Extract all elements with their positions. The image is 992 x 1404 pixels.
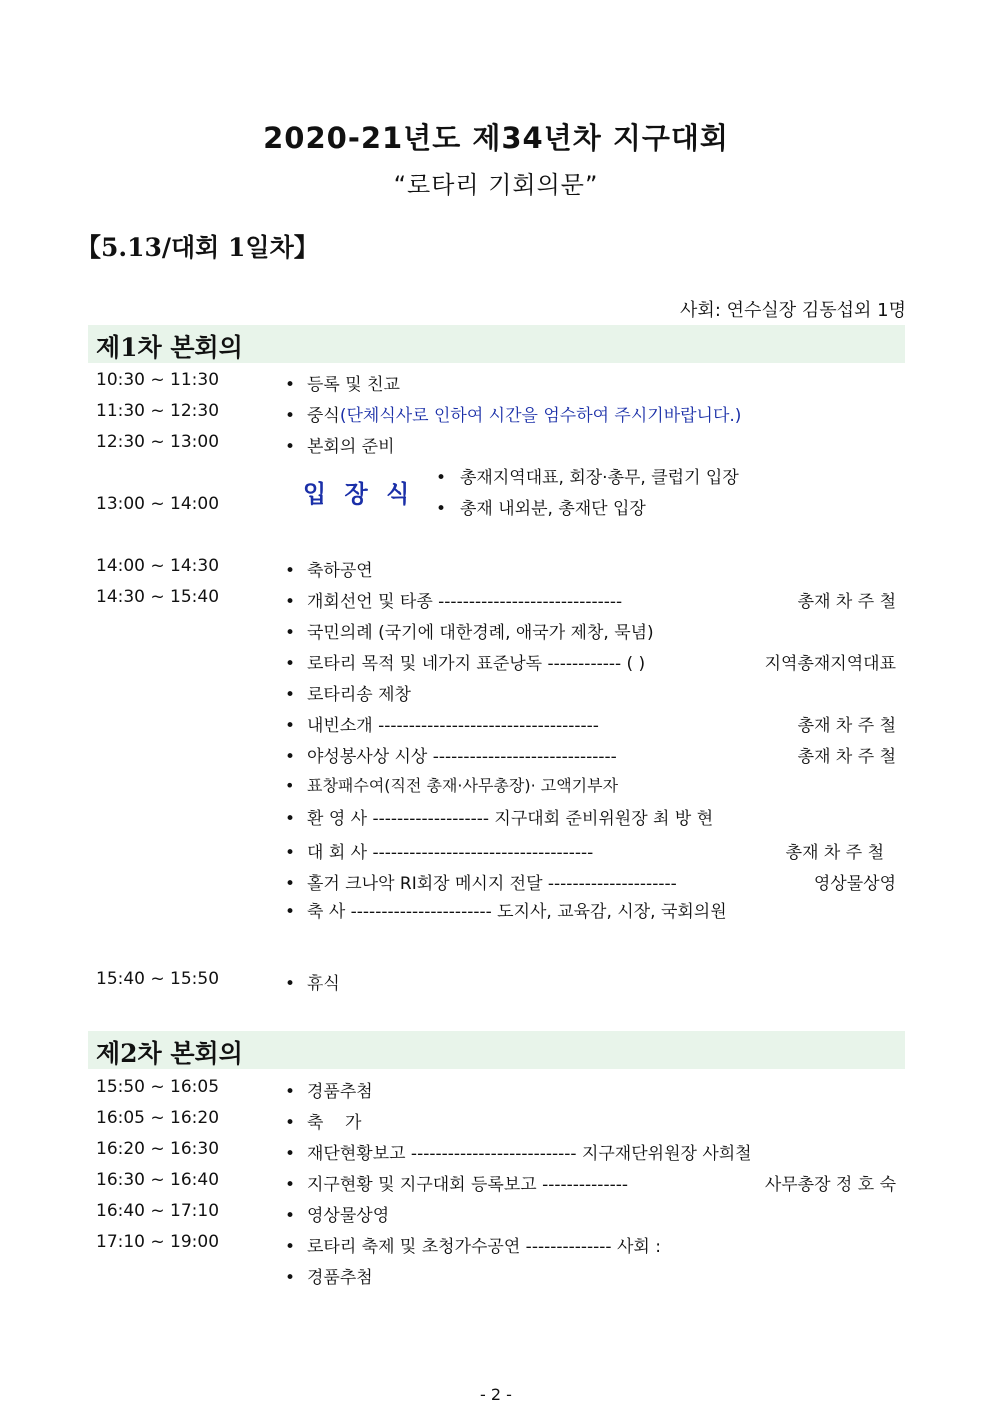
schedule-item: • 영상물상영: [285, 1206, 390, 1226]
bullet-icon: •: [285, 1237, 296, 1257]
row-time: 16:05 ~ 16:20: [96, 1108, 220, 1128]
bullet-icon: •: [285, 1082, 296, 1102]
row-time: 16:40 ~ 17:10: [96, 1201, 220, 1221]
bullet-icon: •: [285, 902, 296, 922]
schedule-item: • 재단현황보고 --------------------------- 지구재단위원장 사희철: [285, 1144, 752, 1164]
bullet-icon: •: [285, 776, 295, 795]
row-time: 12:30 ~ 13:00: [96, 432, 220, 452]
schedule-item: • 환 영 사 ------------------- 지구대회 준비위원장 최 방 현: [285, 809, 714, 829]
row-time: 14:30 ~ 15:40: [96, 587, 220, 607]
bullet-icon: •: [285, 685, 296, 705]
bullet-icon: •: [285, 375, 296, 395]
schedule-item: • 축 사 ----------------------- 도지사, 교육감, 시장, 국회의원: [285, 902, 727, 922]
speaker: 총재 차 주 철: [785, 843, 884, 863]
schedule-item: • 대 회 사 ------------------------------------: [285, 843, 594, 863]
session2-heading: 제2차 본회의: [96, 1039, 243, 1068]
schedule-item: • 홀거 크나악 RI회장 메시지 전달 ---------------------: [285, 874, 677, 894]
bullet-icon: •: [285, 747, 296, 767]
schedule-item: • 로타리 목적 및 네가지 표준낭독 ------------ ( ): [285, 654, 646, 674]
bullet-icon: •: [285, 437, 296, 457]
bullet-icon: •: [285, 843, 296, 863]
row-time: 17:10 ~ 19:00: [96, 1232, 220, 1252]
speaker: 지역총재지역대표: [764, 654, 896, 674]
speaker: 사무총장 정 호 숙: [764, 1175, 896, 1195]
mc-info: 사회: 연수실장 김동섭외 1명: [680, 300, 906, 321]
schedule-item: • 로타리송 제창: [285, 685, 411, 705]
row-time: 15:50 ~ 16:05: [96, 1077, 220, 1097]
schedule-item: • 국민의례 (국기에 대한경례, 애국가 제창, 묵념): [285, 623, 654, 643]
session1-heading-bar: [88, 325, 905, 363]
document-title: 2020-21년도 제34년차 지구대회: [263, 121, 729, 155]
schedule-item: • 내빈소개 ------------------------------------: [285, 716, 599, 736]
bullet-icon: •: [285, 974, 296, 994]
schedule-item: • 본회의 준비: [285, 437, 395, 457]
schedule-item: • 지구현황 및 지구대회 등록보고 --------------: [285, 1175, 628, 1195]
row-time: 14:00 ~ 14:30: [96, 556, 220, 576]
row-time: 15:40 ~ 15:50: [96, 969, 220, 989]
bullet-icon: •: [285, 1268, 296, 1288]
row-time: 16:20 ~ 16:30: [96, 1139, 220, 1159]
speaker: 총재 차 주 철: [797, 716, 896, 736]
schedule-item: • 중식(단체식사로 인하여 시간을 엄수하여 주시기바랍니다.): [285, 406, 742, 426]
session2-heading-bar: [88, 1031, 905, 1069]
speaker: 영상물상영: [813, 874, 896, 894]
bullet-icon: •: [285, 406, 296, 426]
bullet-icon: •: [285, 654, 296, 674]
lunch-note: (단체식사로 인하여 시간을 엄수하여 주시기바랍니다.): [339, 406, 742, 426]
session1-heading: 제1차 본회의: [96, 333, 243, 362]
bullet-icon: •: [285, 592, 296, 612]
speaker: 총재 차 주 철: [797, 592, 896, 612]
entrance-ceremony-label: 입 장 식: [303, 480, 415, 508]
schedule-item: • 로타리 축제 및 초청가수공연 -------------- 사회 :: [285, 1237, 661, 1257]
bullet-icon: •: [285, 1175, 296, 1195]
bullet-icon: •: [436, 499, 447, 519]
bullet-icon: •: [285, 1144, 296, 1164]
schedule-item: • 경품추첨: [285, 1082, 373, 1102]
bullet-icon: •: [285, 1206, 296, 1226]
document-subtitle: “로타리 기회의문”: [393, 171, 599, 199]
bullet-icon: •: [285, 561, 296, 581]
schedule-item: • 휴식: [285, 974, 340, 994]
bullet-icon: •: [285, 623, 296, 643]
schedule-item: • 등록 및 친교: [285, 375, 400, 395]
schedule-item: • 야성봉사상 시상 ------------------------------: [285, 747, 617, 767]
bullet-icon: •: [436, 468, 447, 488]
bullet-icon: •: [285, 809, 296, 829]
row-time: 11:30 ~ 12:30: [96, 401, 220, 421]
schedule-item: • 표창패수여(직전 총재·사무총장)· 고액기부자: [285, 776, 619, 795]
bullet-icon: •: [285, 874, 296, 894]
row-time: 16:30 ~ 16:40: [96, 1170, 220, 1190]
row-time: 13:00 ~ 14:00: [96, 494, 220, 514]
schedule-item: • 경품추첨: [285, 1268, 373, 1288]
row-time: 10:30 ~ 11:30: [96, 370, 220, 390]
bullet-icon: •: [285, 716, 296, 736]
speaker: 총재 차 주 철: [797, 747, 896, 767]
bullet-icon: •: [285, 1113, 296, 1133]
entrance-item: • 총재지역대표, 회장·총무, 클럽기 입장: [436, 468, 739, 488]
page-number: - 2 -: [480, 1385, 512, 1404]
entrance-item: • 총재 내외분, 총재단 입장: [436, 499, 646, 519]
schedule-item: • 축 가: [285, 1113, 362, 1133]
schedule-item: • 축하공연: [285, 561, 373, 581]
schedule-item: • 개회선언 및 타종 ------------------------------: [285, 592, 623, 612]
day-heading: 【5.13/대회 1일차】: [76, 233, 319, 262]
